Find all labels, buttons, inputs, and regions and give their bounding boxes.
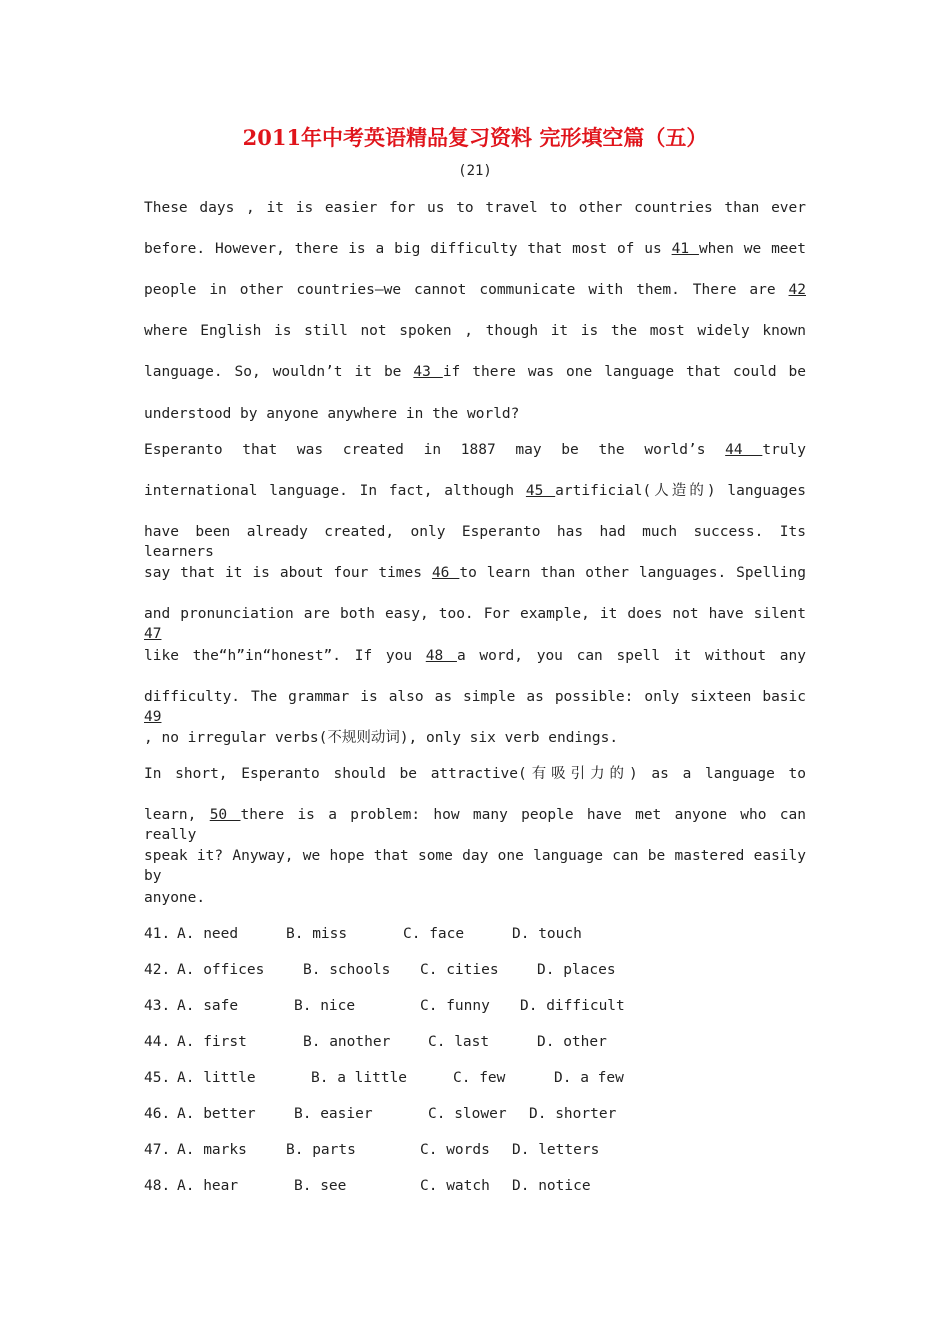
question-number: 45.: [144, 1070, 171, 1086]
option-b: B. see: [294, 1178, 347, 1194]
passage-text: language. So, wouldn’t it be: [144, 364, 414, 380]
passage-text: difficulty. The grammar is also as simple as possible: only sixteen basic: [144, 689, 806, 705]
passage-text: like the“h”in“honest”. If you: [144, 648, 426, 664]
passage-line: In short, Esperanto should be attractive(有吸引力的) as a language to: [144, 766, 806, 782]
passage-text: international language. In fact, although: [144, 483, 526, 499]
option-b: B. another: [303, 1034, 391, 1050]
option-a: A. marks: [177, 1142, 247, 1158]
passage-text: there is a problem: how many people have met anyone who can really: [144, 807, 806, 843]
blank-number: 50: [209, 807, 241, 823]
passage-line: , no irregular verbs(不规则动词), only six verb endings.: [144, 730, 619, 746]
passage-text: Esperanto that was created in 1887 may be the world’s: [144, 442, 726, 458]
blank-number: 42: [788, 282, 806, 298]
question-number: 43.: [144, 998, 171, 1014]
passage-text: when we meet: [698, 241, 806, 257]
passage-line: [144, 239, 806, 259]
option-d: D. other: [537, 1034, 607, 1050]
question-number: 41.: [144, 926, 171, 942]
option-c: C. face: [403, 926, 465, 942]
passage-text: if there was one language that could be: [442, 364, 806, 380]
passage-line: where English is still not spoken , though it is the most widely known: [144, 323, 806, 339]
passage-text: before. However, there is a big difficulty that most of us: [144, 241, 672, 257]
option-d: D. touch: [512, 926, 582, 942]
passage-line: [144, 687, 806, 727]
blank-number: 41: [671, 241, 699, 257]
passage-line: [144, 646, 806, 666]
blank-number: 45: [525, 483, 556, 499]
passage-text: artificial(人造的) languages: [555, 483, 806, 499]
option-c: C. few: [453, 1070, 506, 1086]
passage-text: learn,: [144, 807, 210, 823]
passage-line: have been already created, only Esperanto has had much success. Its learners: [144, 524, 806, 560]
passage-text: say that it is about four times: [144, 565, 432, 581]
option-b: B. nice: [294, 998, 356, 1014]
blank-number: 46: [431, 565, 460, 581]
passage-line: [144, 362, 806, 382]
option-c: C. last: [428, 1034, 490, 1050]
blank-number: 48: [425, 648, 457, 664]
option-a: A. better: [177, 1106, 256, 1122]
option-d: D. difficult: [520, 998, 625, 1014]
passage-line: [144, 440, 806, 460]
passage-text: and pronunciation are both easy, too. For example, it does not have silent: [144, 606, 806, 622]
passage-line: [144, 604, 806, 644]
option-b: B. parts: [286, 1142, 356, 1158]
question-number: 42.: [144, 962, 171, 978]
option-c: C. funny: [420, 998, 490, 1014]
passage-line: [144, 805, 806, 845]
option-a: A. need: [177, 926, 239, 942]
passage-line: [144, 563, 806, 583]
blank-number: 49: [144, 709, 162, 725]
passage-number: (21): [458, 163, 492, 179]
passage-text: a word, you can spell it without any: [456, 648, 806, 664]
passage-line: [144, 280, 806, 300]
passage-line: speak it? Anyway, we hope that some day one language can be mastered easily by: [144, 848, 806, 884]
option-b: B. easier: [294, 1106, 373, 1122]
passage-line: These days , it is easier for us to travel to other countries than ever: [144, 200, 806, 216]
passage-line: anyone.: [144, 890, 206, 906]
blank-number: 43: [413, 364, 443, 380]
passage-line: [144, 481, 806, 501]
page-title: 2011年中考英语精品复习资料 完形填空篇（五）: [242, 125, 708, 150]
question-number: 47.: [144, 1142, 171, 1158]
passage-line: understood by anyone anywhere in the world?: [144, 406, 520, 422]
question-number: 44.: [144, 1034, 171, 1050]
option-c: C. watch: [420, 1178, 490, 1194]
option-d: D. a few: [554, 1070, 624, 1086]
option-a: A. hear: [177, 1178, 239, 1194]
passage-text: to learn than other languages. Spelling: [459, 565, 806, 581]
option-a: A. first: [177, 1034, 247, 1050]
option-c: C. words: [420, 1142, 490, 1158]
option-c: C. cities: [420, 962, 499, 978]
option-b: B. a little: [311, 1070, 408, 1086]
question-number: 48.: [144, 1178, 171, 1194]
option-a: A. safe: [177, 998, 239, 1014]
option-a: A. offices: [177, 962, 265, 978]
passage-text: people in other countries—we cannot communicate with them. There are: [144, 282, 789, 298]
passage-text: truly: [762, 442, 806, 458]
option-d: D. notice: [512, 1178, 591, 1194]
question-number: 46.: [144, 1106, 171, 1122]
option-b: B. miss: [286, 926, 348, 942]
option-d: D. shorter: [529, 1106, 617, 1122]
option-a: A. little: [177, 1070, 256, 1086]
blank-number: 47: [144, 626, 162, 642]
blank-number: 44: [725, 442, 763, 458]
option-d: D. letters: [512, 1142, 600, 1158]
option-d: D. places: [537, 962, 616, 978]
option-b: B. schools: [303, 962, 391, 978]
option-c: C. slower: [428, 1106, 507, 1122]
